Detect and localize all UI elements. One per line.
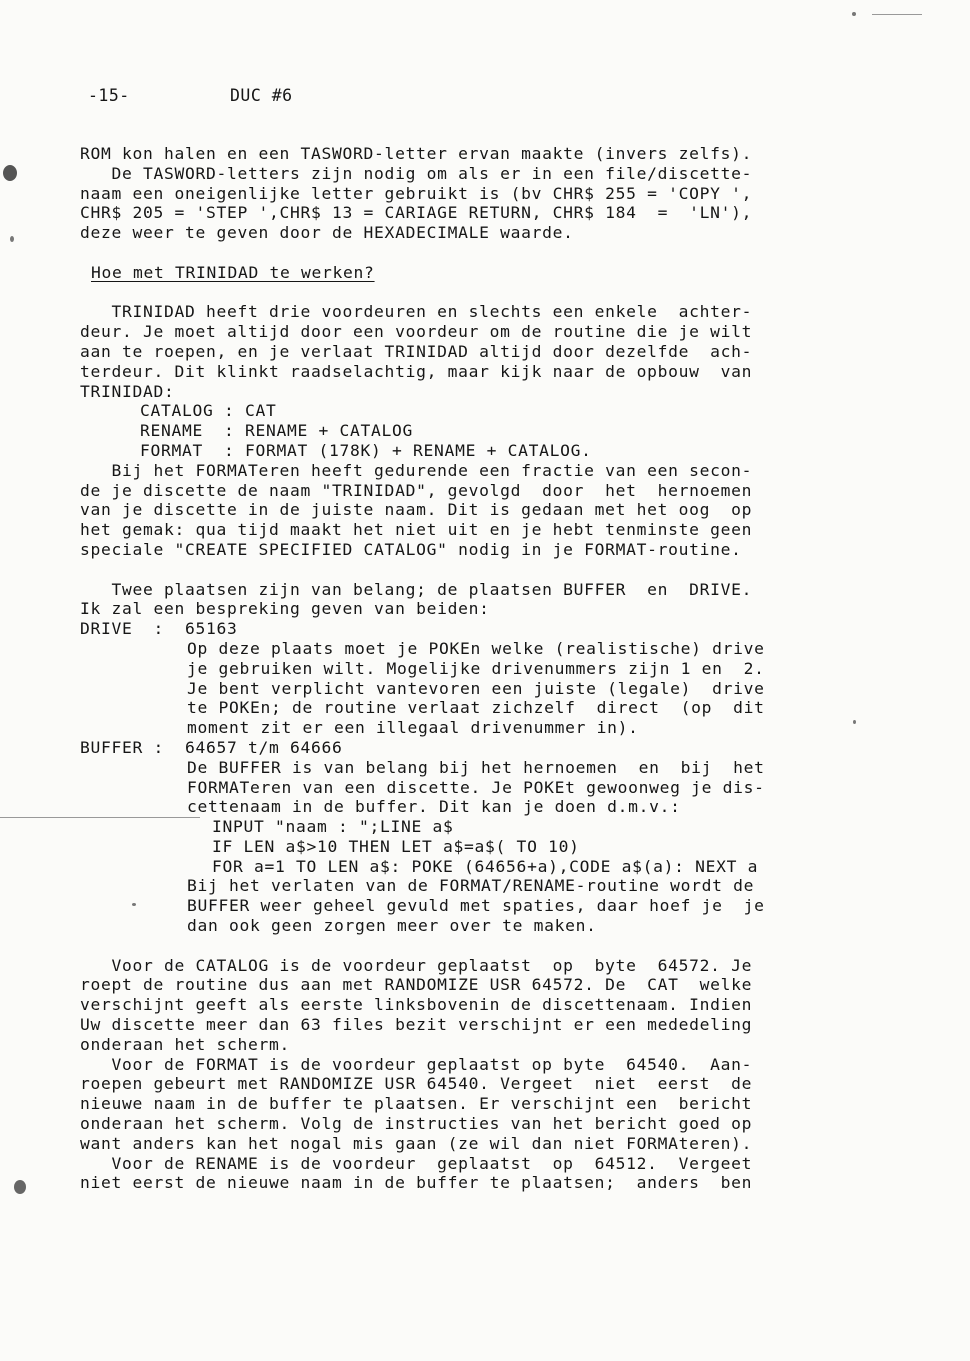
text-line: cettenaam in de buffer. Dit kan je doen d.m.v.: [187, 797, 681, 817]
paragraph-doors [80, 302, 842, 401]
page-number: -15- [88, 86, 130, 105]
text-line: Voor de CATALOG is de voordeur geplaatst op byte 64572. Je [80, 955, 753, 975]
text-line: aan te roepen, en je verlaat TRINIDAD altijd door dezelfde ach- [80, 341, 753, 361]
text-line: De TASWORD-letters zijn nodig om als er in een file/discette- [80, 163, 753, 183]
text-line: onderaan het scherm. Volg de instructies van het bericht goed op [80, 1114, 753, 1134]
text-line: deur. Je moet altijd door een voordeur om de routine die je wilt [80, 322, 753, 342]
text-line: roepen gebeurt met RANDOMIZE USR 64540. Vergeet niet eerst de [80, 1074, 753, 1094]
scan-speck [853, 720, 856, 724]
text-line: nieuwe naam in de buffer te plaatsen. Er verschijnt een bericht [80, 1094, 753, 1114]
code-line: INPUT "naam : ";LINE a$ [212, 817, 454, 837]
text-line: De BUFFER is van belang bij het hernoemen en bij het [187, 757, 765, 777]
text-line: Ik zal een bespreking geven van beiden: [80, 599, 490, 619]
document-body [80, 144, 842, 1193]
text-line: Voor de RENAME is de voordeur geplaatst op 64512. Vergeet [80, 1153, 753, 1173]
drive-label: DRIVE : 65163 [80, 619, 238, 639]
text-line: verschijnt geeft als eerste linksbovenin de discettenaam. Indien [80, 995, 753, 1015]
text-line: speciale "CREATE SPECIFIED CATALOG" nodig in je FORMAT-routine. [80, 539, 742, 559]
text-line: Uw discette meer dan 63 files bezit verschijnt er een mededeling [80, 1015, 753, 1035]
code-line: FOR a=1 TO LEN a$: POKE (64656+a),CODE a$(a): NEXT a [212, 856, 759, 876]
structure-item: CATALOG : CAT [140, 401, 277, 421]
text-line: TRINIDAD: [80, 381, 175, 401]
text-line: onderaan het scherm. [80, 1034, 291, 1054]
text-line: Bij het FORMATeren heeft gedurende een fractie van een secon- [80, 460, 753, 480]
text-line: roept de routine dus aan met RANDOMIZE USR 64572. De CAT welke [80, 975, 753, 995]
paragraph-tasword [80, 144, 842, 243]
scan-edge-line [872, 14, 922, 15]
paragraph-places [80, 580, 842, 620]
text-line: dan ook geen zorgen meer over te maken. [187, 916, 597, 936]
text-line: Je bent verplicht vantevoren een juiste (legale) drive [187, 678, 765, 698]
text-line: BUFFER weer geheel gevuld met spaties, daar hoef je je [187, 896, 765, 916]
text-line: te POKEn; de routine verlaat zichzelf direct (op dit [187, 698, 765, 718]
section-heading: Hoe met TRINIDAD te werken? [91, 262, 375, 282]
text-line: Bij het verlaten van de FORMAT/RENAME-routine wordt de [187, 876, 755, 896]
drive-entry [80, 619, 842, 738]
text-line: FORMATeren van een discette. Je POKEt gewoonweg je dis- [187, 777, 765, 797]
text-line: de je discette de naam "TRINIDAD", gevolgd door het hernoemen [80, 480, 753, 500]
page-header [88, 86, 293, 105]
buffer-entry [80, 738, 842, 936]
text-line: TRINIDAD heeft drie voordeuren en slechts een enkele achter- [80, 302, 753, 322]
text-line: niet eerst de nieuwe naam in de buffer te plaatsen; anders ben [80, 1173, 753, 1193]
code-line: IF LEN a$>10 THEN LET a$=a$( TO 10) [212, 836, 580, 856]
punch-hole-mark [3, 165, 17, 181]
text-line: je gebruiken wilt. Mogelijke drivenummers zijn 1 en 2. [187, 658, 765, 678]
text-line: terdeur. Dit klinkt raadselachtig, maar kijk naar de opbouw van [80, 361, 753, 381]
document-id: DUC #6 [230, 86, 293, 105]
text-line: het gemak: qua tijd maakt het niet uit en je hebt tenminste geen [80, 520, 753, 540]
structure-item: FORMAT : FORMAT (178K) + RENAME + CATALOG. [140, 440, 592, 460]
text-line: naam een oneigenlijke letter gebruikt is (bv CHR$ 255 = 'COPY ', [80, 183, 753, 203]
text-line: moment zit er een illegaal drivenummer in). [187, 718, 639, 738]
paragraph-format [80, 461, 842, 560]
text-line: deze weer te geven door de HEXADECIMALE waarde. [80, 223, 574, 243]
scan-speck [10, 236, 14, 242]
text-line: Op deze plaats moet je POKEn welke (realistische) drive [187, 638, 765, 658]
text-line: Twee plaatsen zijn van belang; de plaatsen BUFFER en DRIVE. [80, 579, 753, 599]
punch-hole-mark [14, 1180, 26, 1194]
structure-list [80, 401, 842, 460]
text-line: ROM kon halen en een TASWORD-letter ervan maakte (invers zelfs). [80, 144, 753, 163]
text-line: CHR$ 205 = 'STEP ',CHR$ 13 = CARIAGE RETURN, CHR$ 184 = 'LN'), [80, 203, 753, 223]
text-line: van je discette in de juiste naam. Dit is gedaan met het oog op [80, 500, 753, 520]
structure-item: RENAME : RENAME + CATALOG [140, 421, 414, 441]
text-line: want anders kan het nogal mis gaan (ze wil dan niet FORMAteren). [80, 1133, 753, 1153]
text-line: Voor de FORMAT is de voordeur geplaatst op byte 64540. Aan- [80, 1054, 753, 1074]
code-listing [80, 817, 842, 876]
buffer-label: BUFFER : 64657 t/m 64666 [80, 737, 343, 757]
scan-speck [852, 12, 856, 16]
paragraph-doors-detail [80, 956, 842, 1194]
